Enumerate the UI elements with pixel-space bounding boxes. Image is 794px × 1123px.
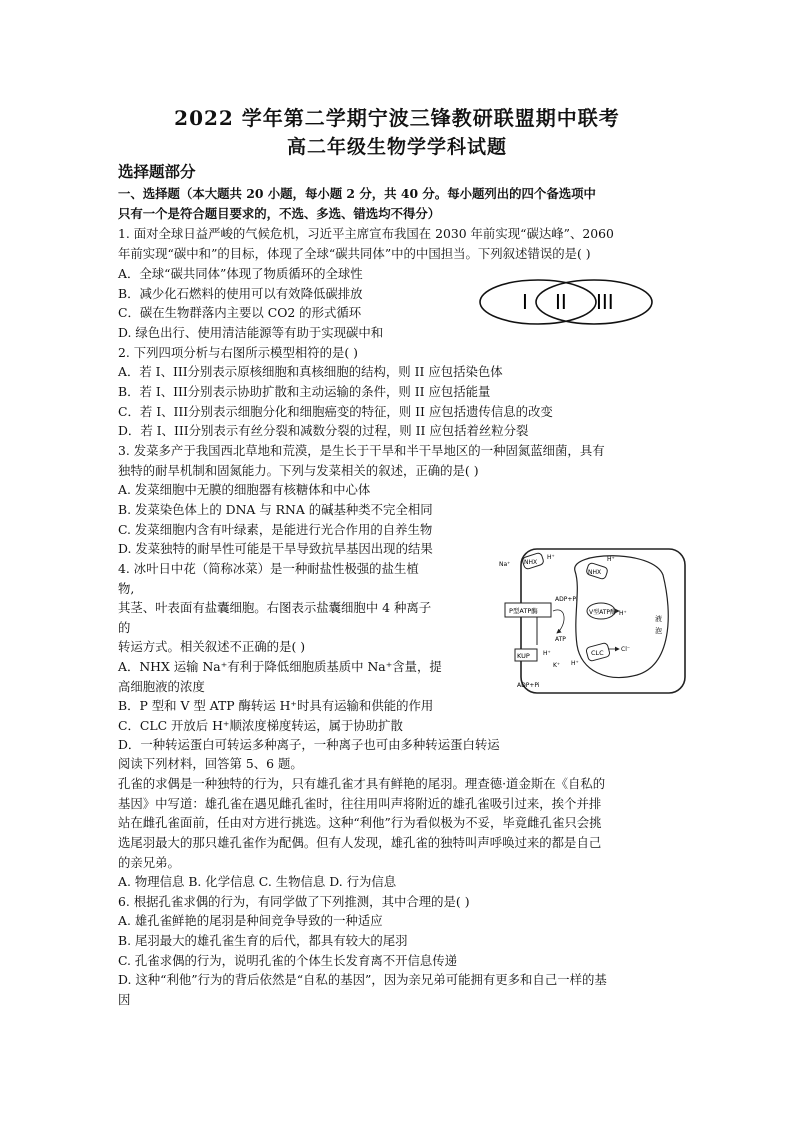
- q6-stem: 6. 根据孔雀求偶的行为，有同学做了下列推测，其中合理的是( ): [118, 894, 470, 909]
- q4-option-a-2: 高细胞液的浓度: [118, 679, 205, 694]
- reading-line-3: 站在雌孔雀面前，任由对方进行挑选。这种“利他”行为看似极为不妥，毕竟雌孔雀只会挑: [118, 815, 602, 830]
- q3-option-c: C. 发菜细胞内含有叶绿素，是能进行光合作用的自养生物: [118, 522, 433, 537]
- q5-options: A. 物理信息 B. 化学信息 C. 生物信息 D. 行为信息: [118, 874, 397, 889]
- h-label-vacuole: H⁺: [619, 610, 627, 617]
- q1-stem-1: 1. 面对全球日益严峻的气候危机，习近平主席宣布我国在 2030 年前实现“碳达峰”、2060: [118, 226, 614, 241]
- kup-label: KUP: [517, 652, 530, 660]
- venn-ellipse-right: [536, 280, 652, 324]
- instruction-line-2: 只有一个是符合题目要求的，不选、多选、错选均不得分）: [118, 206, 441, 221]
- reading-line-1: 孔雀的求偶是一种独特的行为，只有雄孔雀才具有鲜艳的尾羽。理查德·道金斯在《自私的: [118, 776, 606, 791]
- q4-stem-5: 转运方式。相关叙述不正确的是( ): [118, 639, 306, 654]
- q2-stem: 2. 下列四项分析与右图所示模型相符的是( ): [118, 345, 359, 360]
- nhx-label: NHX: [524, 559, 538, 566]
- q2-option-a: A．若 I、III分别表示原核细胞和真核细胞的结构，则 II 应包括染色体: [118, 364, 503, 379]
- section-label: 选择题部分: [118, 162, 196, 181]
- k-label: K⁺: [553, 662, 561, 669]
- q4-option-a-1: A．NHX 运输 Na⁺有利于降低细胞质基质中 Na⁺含量，提: [118, 659, 442, 674]
- exam-subtitle: 高二年级生物学学科试题: [286, 136, 507, 158]
- nhx-vacuole-label: NHX: [588, 569, 602, 576]
- q4-option-d: D．一种转运蛋白可转运多种离子，一种离子也可由多种转运蛋白转运: [118, 737, 500, 752]
- atp-label: ATP: [555, 636, 566, 643]
- q4-stem-1: 4. 冰叶日中花（简称冰菜）是一种耐盐性极强的盐生植: [118, 561, 419, 576]
- ion-transport-figure: [497, 545, 689, 697]
- instruction-line-1: 一、选择题（本大题共 20 小题，每小题 2 分，共 40 分。每小题列出的四个备选项中: [118, 186, 596, 201]
- q1-option-a: A．全球“碳共同体”体现了物质循环的全球性: [118, 266, 363, 281]
- reading-line-4: 选尾羽最大的那只雄孔雀作为配偶。但有人发现，雄孔雀的独特叫声呼唤过来的都是自己: [118, 835, 602, 850]
- q4-option-c: C．CLC 开放后 H⁺顺浓度梯度转运，属于协助扩散: [118, 718, 403, 733]
- q4-stem-4: 的: [118, 620, 131, 635]
- exam-title: 2022 学年第二学期宁波三锋教研联盟期中联考: [174, 106, 620, 130]
- q2-option-b: B．若 I、III分别表示协助扩散和主动运输的条件，则 II 应包括能量: [118, 384, 491, 399]
- q3-option-b: B. 发菜染色体上的 DNA 与 RNA 的碱基种类不完全相同: [118, 502, 433, 517]
- h-label-kup: H⁺: [543, 650, 551, 657]
- q6-option-d-1: D. 这种“利他”行为的背后依然是“自私的基因”，因为亲兄弟可能拥有更多和自己一样的基: [118, 972, 607, 987]
- venn-figure: [476, 276, 656, 328]
- adp-label-mid: ADP+Pi: [555, 596, 578, 603]
- q2-option-c: C．若 I、III分别表示细胞分化和细胞癌变的特征，则 II 应包括遗传信息的改变: [118, 404, 553, 419]
- clc-label: CLC: [591, 649, 604, 657]
- h-label-top-left: H⁺: [547, 554, 555, 561]
- reading-line-2: 基因》中写道：雄孔雀在遇见雌孔雀时，往往用叫声将附近的雄孔雀吸引过来，挨个并排: [118, 796, 602, 811]
- p-type-label: P型ATP酶: [509, 607, 538, 615]
- vacuole-label-1: 液: [655, 615, 662, 623]
- v-type-label: V型ATP酶: [589, 609, 617, 616]
- q1-option-d: D. 绿色出行、使用清洁能源等有助于实现碳中和: [118, 325, 384, 340]
- reading-intro: 阅读下列材料，回答第 5、6 题。: [118, 756, 303, 771]
- h-label-clc: H⁺: [571, 660, 579, 667]
- venn-label-3: III: [596, 290, 614, 314]
- q4-stem-2: 物,: [118, 581, 135, 596]
- q4-stem-3: 其茎、叶表面有盐囊细胞。右图表示盐囊细胞中 4 种离子: [118, 600, 432, 615]
- reading-line-5: 的亲兄弟。: [118, 855, 180, 870]
- atp-arrow: [553, 610, 564, 633]
- q6-option-b: B. 尾羽最大的雄孔雀生育的后代，都具有较大的尾羽: [118, 933, 408, 948]
- vacuole-label-2: 泡: [655, 627, 662, 635]
- venn-ellipse-left: [480, 280, 596, 324]
- q6-option-c: C. 孔雀求偶的行为，说明孔雀的个体生长发育离不开信息传递: [118, 953, 458, 968]
- q3-option-a: A. 发菜细胞中无膜的细胞器有核糖体和中心体: [118, 482, 371, 497]
- cl-label: Cl⁻: [621, 646, 631, 653]
- q2-option-d: D．若 I、III分别表示有丝分裂和减数分裂的过程，则 II 应包括着丝粒分裂: [118, 423, 529, 438]
- q3-stem-2: 独特的耐旱机制和固氮能力。下列与发菜相关的叙述，正确的是( ): [118, 463, 479, 478]
- adp-label-bottom: ADP+Pi: [517, 682, 540, 689]
- q4-option-b: B．P 型和 V 型 ATP 酶转运 H⁺时具有运输和供能的作用: [118, 698, 434, 713]
- q6-option-a: A. 雄孔雀鲜艳的尾羽是种间竞争导致的一种适应: [118, 913, 383, 928]
- venn-label-2: II: [555, 290, 567, 314]
- q1-option-b: B．减少化石燃料的使用可以有效降低碳排放: [118, 286, 363, 301]
- q3-option-d: D. 发菜独特的耐旱性可能是干旱导致抗旱基因出现的结果: [118, 541, 433, 556]
- q1-stem-2: 年前实现“碳中和”的目标，体现了全球“碳共同体”中的中国担当。下列叙述错误的是( ): [118, 246, 591, 261]
- q6-option-d-2: 因: [118, 992, 131, 1007]
- q3-stem-1: 3. 发菜多产于我国西北草地和荒漠，是生长于干旱和半干旱地区的一种固氮蓝细菌，具有: [118, 443, 605, 458]
- na-label: Na⁺: [499, 561, 511, 568]
- q1-option-c: C．碳在生物群落内主要以 CO2 的形式循环: [118, 305, 362, 320]
- venn-label-1: I: [522, 290, 528, 314]
- h-label-top-right: H⁺: [607, 556, 615, 563]
